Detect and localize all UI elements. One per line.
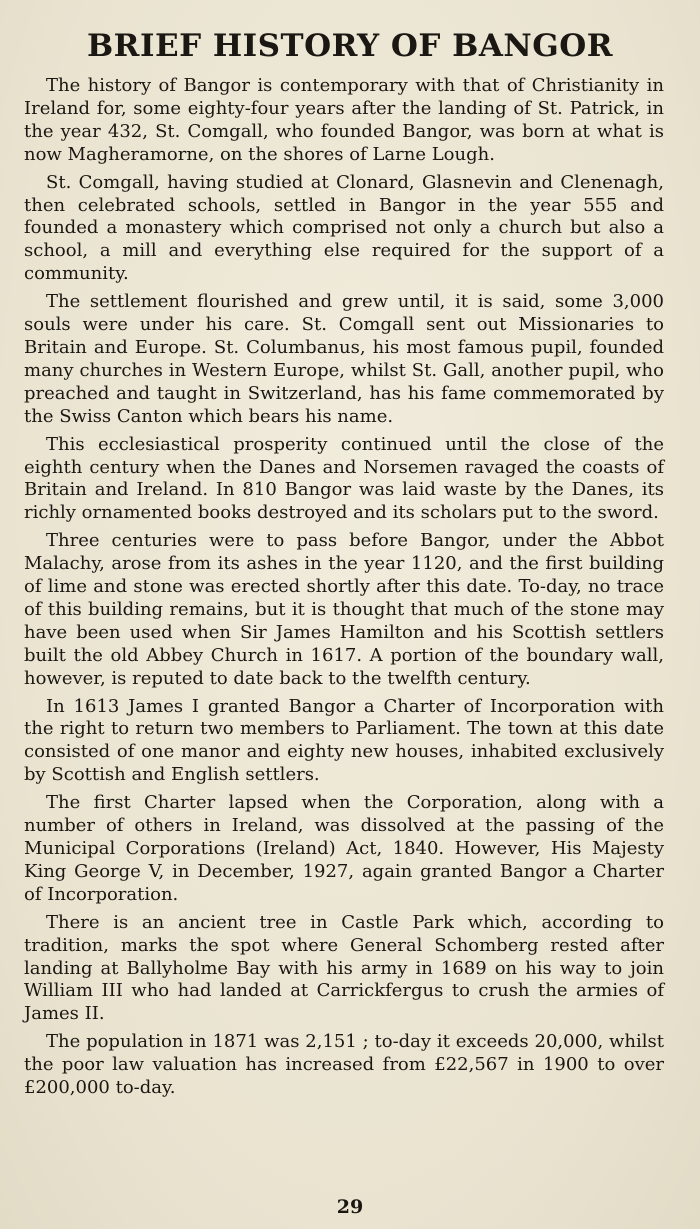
body-text: [24, 75, 664, 1105]
paragraph-2: St. Comgall, having studied at Clonard, Glasnevin and Clenenagh, then celebrated schools, settled in Bangor in the year 555 and founded a monastery which comprised not only a church but also a school, a mill and everything else required for the support of a community.: [24, 171, 664, 285]
paragraph-6: In 1613 James I granted Bangor a Charter of Incorporation with the right to return two members to Parliament. The town at this date consisted of one manor and eighty new houses, inhabited exclusively by Scottish and English settlers.: [24, 695, 664, 786]
paragraph-5: Three centuries were to pass before Bangor, under the Abbot Malachy, arose from its ashes in the year 1120, and the first building of lime and stone was erected shortly after this date. To-day, no trace of this building remains, but it is thought that much of the stone may have been used when Sir James Hamilton and his Scottish settlers built the old Abbey Church in 1617. A portion of the boundary wall, however, is reputed to date back to the twelfth century.: [24, 530, 664, 689]
paragraph-3: The settlement flourished and grew until, it is said, some 3,000 souls were under his care. St. Comgall sent out Missionaries to Britain and Europe. St. Columbanus, his most famous pupil, founded many churches in Western Europe, whilst St. Gall, another pupil, who preached and taught in Switzerland, has his fame commemorated by the Swiss Canton which bears his name.: [24, 291, 664, 427]
paragraph-4: This ecclesiastical prosperity continued until the close of the eighth century when the Danes and Norsemen ravaged the coasts of Britain and Ireland. In 810 Bangor was laid waste by the Danes, its richly ornamented books destroyed and its scholars put to the sword.: [24, 433, 664, 524]
paragraph-7: The first Charter lapsed when the Corporation, along with a number of others in Ireland, was dissolved at the passing of the Municipal Corporations (Ireland) Act, 1840. However, His Majesty King George V, in December, 1927, again granted Bangor a Charter of Incorporation.: [24, 792, 664, 905]
page-number: 29: [336, 1196, 364, 1218]
paragraph-1: The history of Bangor is contemporary with that of Christianity in Ireland for, some eighty-four years after the landing of St. Patrick, in the year 432, St. Comgall, who founded Bangor, was born at what is now Magheramorne, on the shores of Larne Lough.: [24, 75, 664, 165]
page-title: BRIEF HISTORY OF BANGOR: [86, 28, 613, 64]
paragraph-8: There is an ancient tree in Castle Park which, according to tradition, marks the spot where General Schomberg rested after landing at Ballyholme Bay with his army in 1689 on his way to join William III who had landed at Carrickfergus to crush the armies of James II.: [24, 911, 664, 1025]
paragraph-9: The population in 1871 was 2,151 ; to-day it exceeds 20,000, whilst the poor law valuation has increased from £22,567 in 1900 to over £200,000 to-day.: [24, 1031, 664, 1099]
